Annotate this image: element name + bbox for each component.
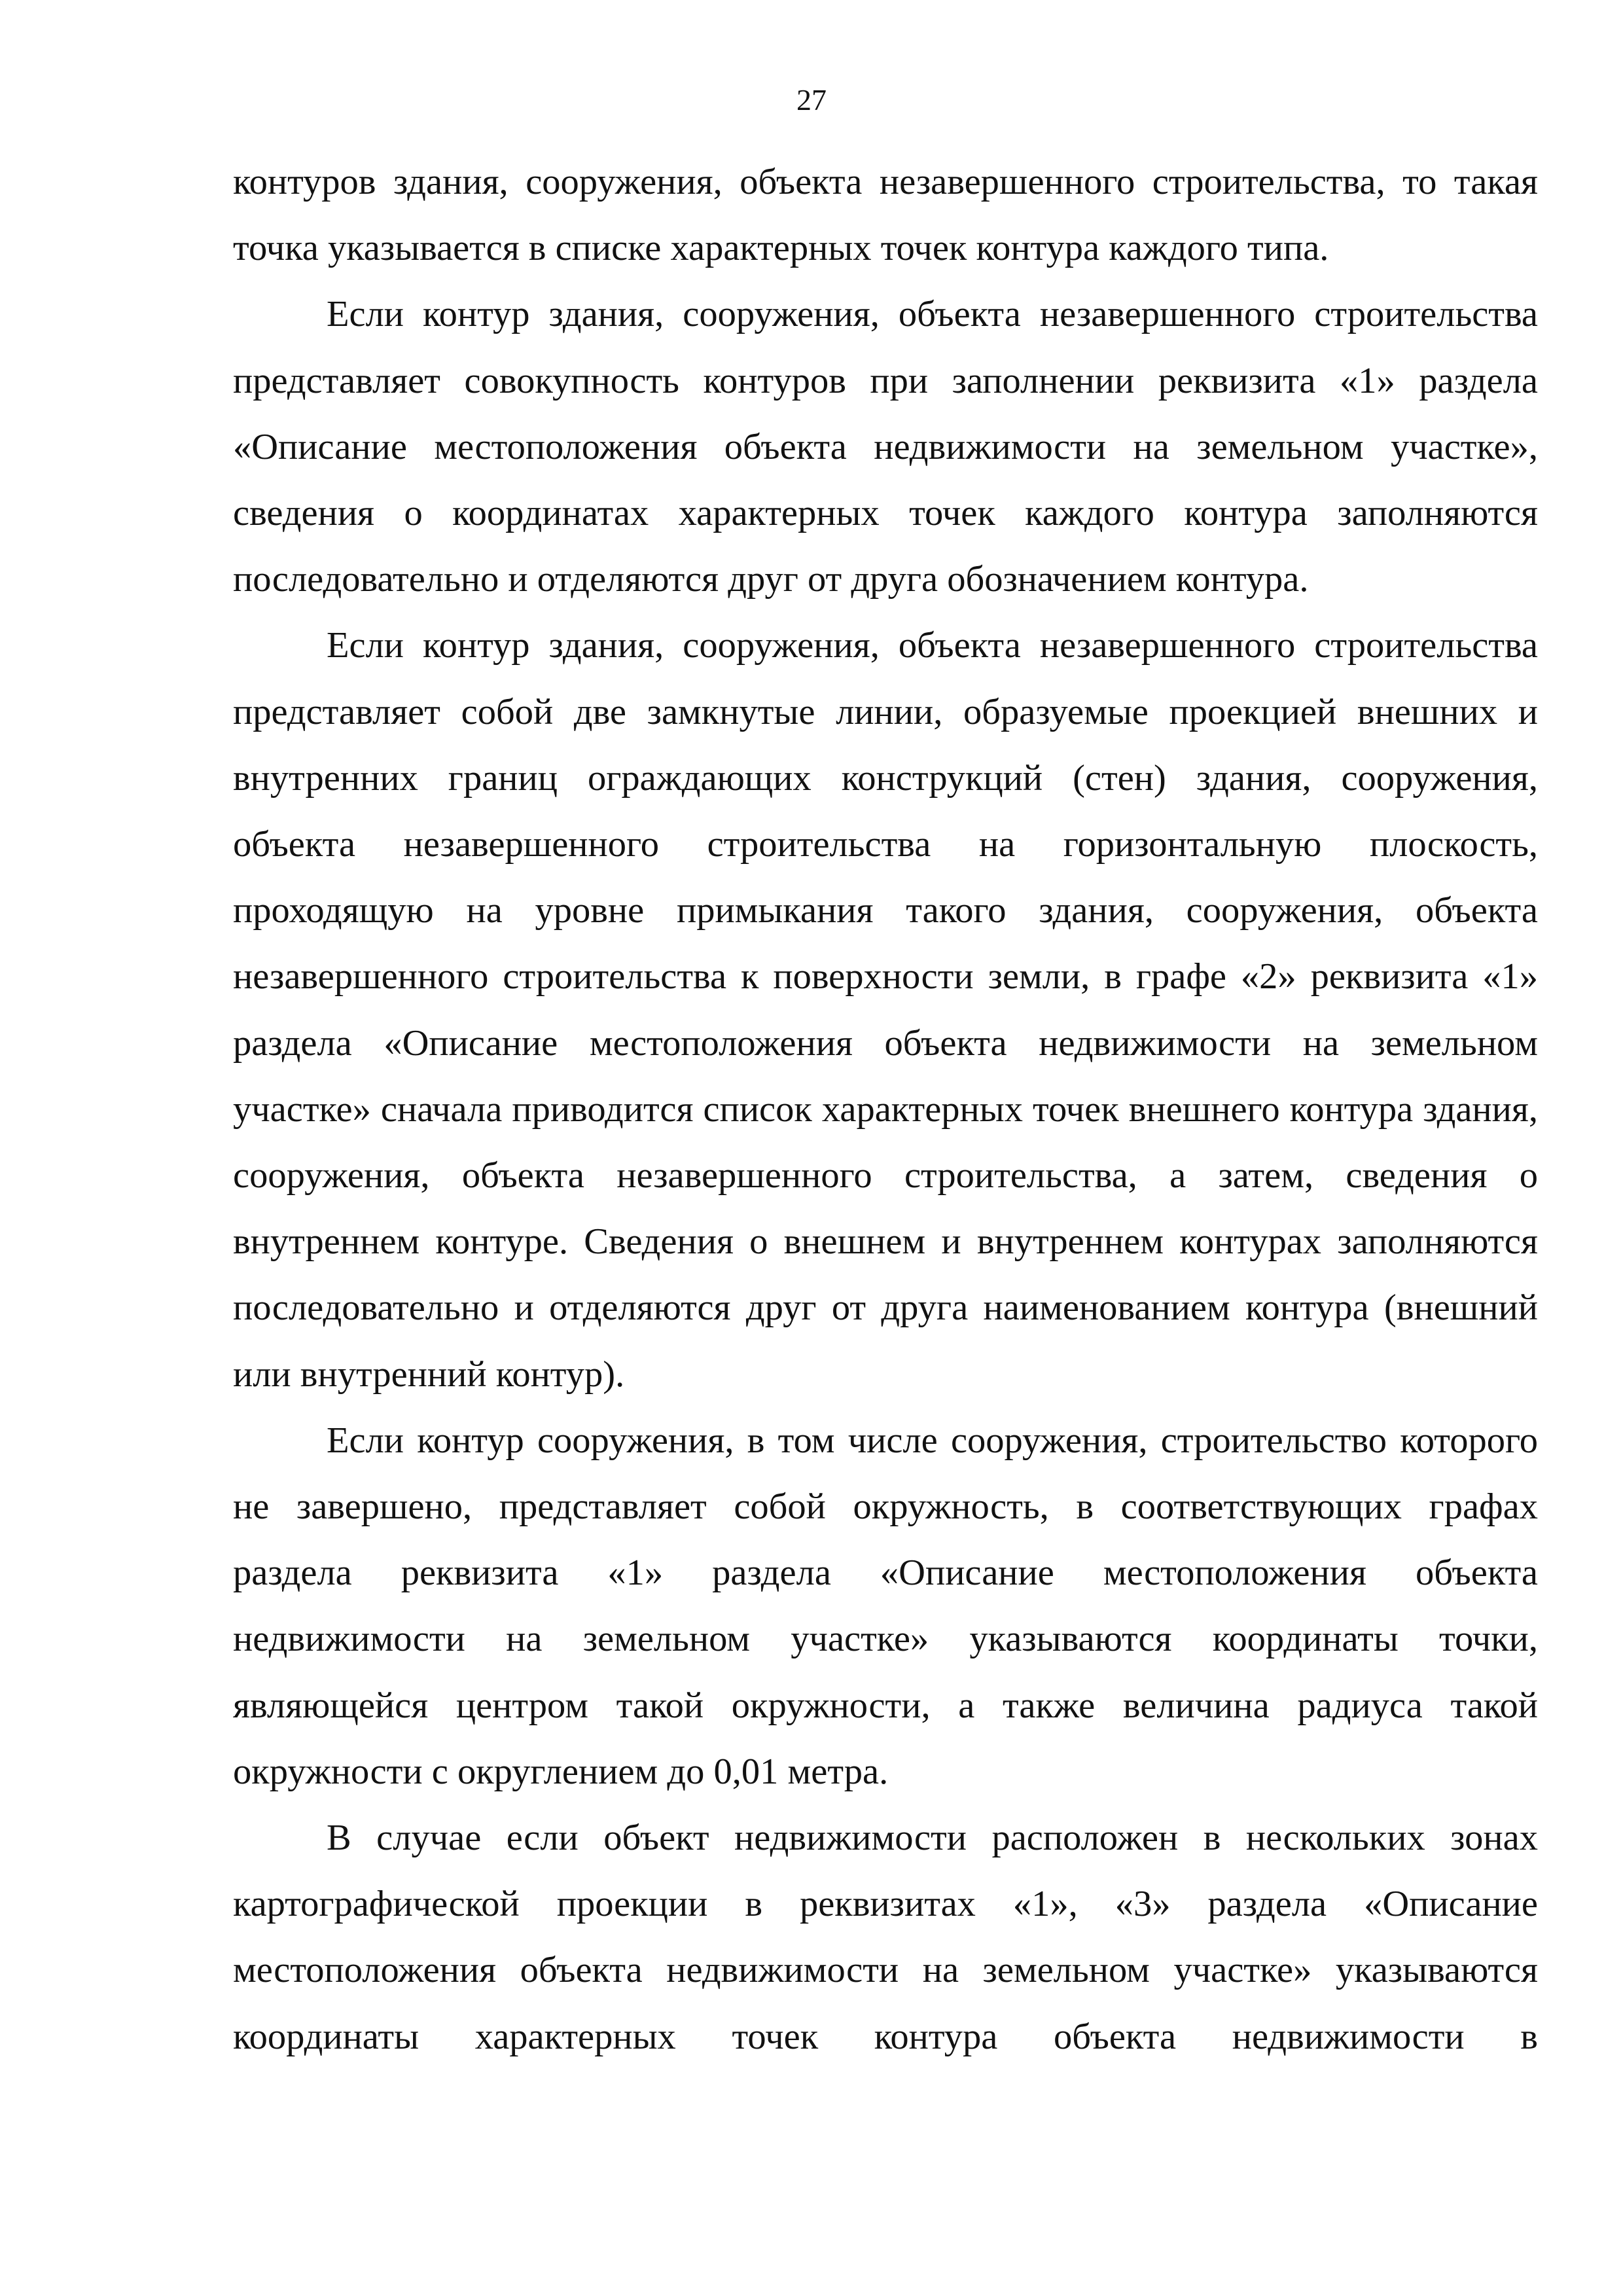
document-body: [233, 149, 1538, 2070]
paragraph-closed-lines: Если контур здания, сооружения, объекта незавершенного строительства представляет собой две замкнутые линии, образуемые проекцией внешних и внутренних границ ограждающих конструкций (стен) здания, сооружения, объекта незавершенного строительства на горизонтальную плоскость, проходящую на уровне примыкания такого здания, сооружения, объекта незавершенного строительства к поверхности земли, в графе «2» реквизита «1» раздела «Описание местоположения объекта недвижимости на земельном участке» сначала приводится список характерных точек внешнего контура здания, сооружения, объекта незавершенного строительства, а затем, сведения о внутреннем контуре. Сведения о внешнем и внутреннем контурах заполняются последовательно и отделяются друг от друга наименованием контура (внешний или внутренний контур).: [233, 625, 1538, 1395]
paragraph-continuation: контуров здания, сооружения, объекта незавершенного строительства, то такая точка указывается в списке характерных точек контура каждого типа.: [233, 162, 1538, 269]
page-number: 27: [796, 83, 827, 117]
paragraph-multiple-contours: Если контур здания, сооружения, объекта незавершенного строительства представляет совокупность контуров при заполнении реквизита «1» раздела «Описание местоположения объекта недвижимости на земельном участке», сведения о координатах характерных точек каждого контура заполняются последовательно и отделяются друг от друга обозначением контура.: [233, 294, 1538, 600]
paragraph-projection-zones: В случае если объект недвижимости расположен в нескольких зонах картографической проекции в реквизитах «1», «3» раздела «Описание местоположения объекта недвижимости на земельном участке» указываются координаты характерных точек контура объекта недвижимости в: [233, 1818, 1538, 2057]
paragraph-circle-contour: Если контур сооружения, в том числе сооружения, строительство которого не завершено, представляет собой окружность, в соответствующих графах раздела реквизита «1» раздела «Описание местоположения объекта недвижимости на земельном участке» указываются координаты точки, являющейся центром такой окружности, а также величина радиуса такой окружности с округлением до 0,01 метра.: [233, 1420, 1538, 1792]
